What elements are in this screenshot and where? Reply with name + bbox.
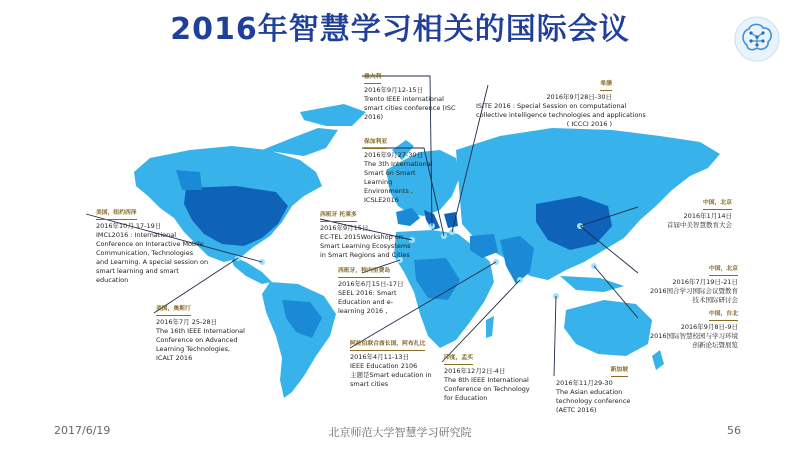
callout-location: 新加坡 [611,366,628,377]
callout-location: 印度，孟买 [444,354,473,365]
callout-spain-tenerife: 西班牙，特内里费岛 2016年6月15日-17日 SEEL 2016: Smart Education and e- learning 2016 , [338,268,404,315]
callout-india-mumbai: 印度，孟买 2016年12月2日-4日 The 8th IEEE International Conference on Technology for Education [444,355,530,402]
callout-uae-abudhabi: 阿拉伯联合酋长国，阿布扎比 2016年4月11-13日 IEEE Education 2106 主题是Smart education in smart cities [350,341,432,388]
page-number: 56 [727,424,741,437]
callout-china-beijing-2: 中国，北京 2016年7月19日-21日 2016国合学习国际会议暨教育 技术国际研讨会 [649,266,738,304]
page-title: 2016年智慧学习相关的国际会议 [170,12,630,47]
south-america [262,282,336,398]
callout-location: 西班牙，特内里费岛 [338,267,390,278]
callout-singapore: 新加坡 2016年11月29-30 The Asian education technology conference (AETC 2016) [556,367,631,414]
callout-location: 中国，北京 [703,199,732,210]
callout-bulgaria: 保加利亚 2016年9月27-30日 The 3th International Smart on Smart Learning Environments , ICSLE2016 [364,139,433,204]
footer-organization: 北京师范大学智慧学习研究院 [328,426,472,439]
callout-location: 中国，北京 [709,265,738,276]
callout-china-beijing-1: 中国，北京 2016年1月14日 首届中美智慧教育大会 [667,200,732,229]
callout-location: 希腊 [600,80,612,91]
japan [622,196,634,220]
new-zealand [652,350,664,370]
callout-location: 中国，台北 [709,310,738,321]
callout-location: 西班牙 托莱多 [320,211,357,222]
callout-usa-newyork: 美国，纽约西泽 2016年10月 17-19日 IMCL2016 : International Conference on Interactive Mobile Communication, Technologies and Learning. A special session on smart learning and smart education [96,210,209,284]
callout-china-taipei: 中国，台北 2016年9月8日-9日 2016国际智慧校园与学习环境 创新论坛暨展览 [649,311,738,349]
callout-location: 阿拉伯联合酋长国，阿布扎比 [350,340,425,351]
callout-usa-austin: 美国，奥斯汀 2016年7月 25-28日 The 16th IEEE International Conference on Advanced Learning Technologies, ICALT 2016 [156,306,245,362]
callout-location: 美国，奥斯汀 [156,305,191,316]
callout-location: 意大利 [364,73,381,84]
callout-greece: 希腊 2016年9月28日-30日 ISITE 2016 : Special Session on computational collective intelligence technologies and applications ( ICCCI 2016 ) [476,81,646,128]
footer-date: 2017/6/19 [54,424,111,437]
greenland [300,104,366,126]
callout-location: 保加利亚 [364,138,387,149]
madagascar [486,316,494,338]
callout-location: 美国，纽约西泽 [96,209,137,220]
callout-italy: 意大利 2016年9月12-15日 Trento IEEE international smart cities conference (ISC 2016) [364,74,456,121]
callout-spain-toledo: 西班牙 托莱多 2016年9月15日， EC-TEL 2015Workshop on Smart Learning Ecosystems in Smart Regions and Cities [320,212,411,259]
